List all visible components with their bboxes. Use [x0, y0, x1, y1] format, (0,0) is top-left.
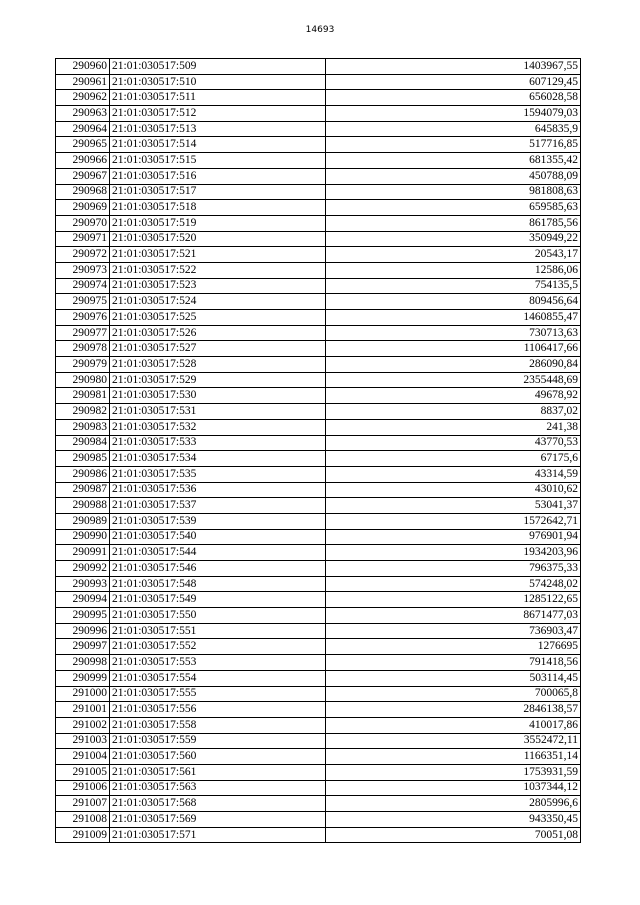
cadastral-number-cell: 21:01:030517:559: [110, 733, 326, 749]
row-number-cell: 290974: [56, 278, 110, 294]
table-row: [56, 576, 581, 592]
value-cell: 574248,02: [326, 576, 581, 592]
cadastral-number-cell: 21:01:030517:526: [110, 325, 326, 341]
row-number-cell: 290972: [56, 247, 110, 263]
table-row: [56, 686, 581, 702]
value-cell: 43314,59: [326, 466, 581, 482]
value-cell: 700065,8: [326, 686, 581, 702]
value-cell: 736903,47: [326, 623, 581, 639]
value-cell: 1166351,14: [326, 749, 581, 765]
cadastral-number-cell: 21:01:030517:510: [110, 74, 326, 90]
table-row: [56, 717, 581, 733]
value-cell: 350949,22: [326, 231, 581, 247]
value-cell: 12586,06: [326, 262, 581, 278]
row-number-cell: 290981: [56, 388, 110, 404]
row-number-cell: 291005: [56, 764, 110, 780]
value-cell: 1276695: [326, 639, 581, 655]
row-number-cell: 290990: [56, 529, 110, 545]
table-row: [56, 200, 581, 216]
row-number-cell: 290992: [56, 561, 110, 577]
table-row: [56, 608, 581, 624]
table-row: [56, 702, 581, 718]
value-cell: 2846138,57: [326, 702, 581, 718]
value-cell: 1037344,12: [326, 780, 581, 796]
value-cell: 1594079,03: [326, 106, 581, 122]
value-cell: 70051,08: [326, 827, 581, 843]
value-cell: 607129,45: [326, 74, 581, 90]
table-row: [56, 90, 581, 106]
row-number-cell: 290960: [56, 59, 110, 75]
row-number-cell: 290965: [56, 137, 110, 153]
table-row: [56, 655, 581, 671]
row-number-cell: 290994: [56, 592, 110, 608]
value-cell: 791418,56: [326, 655, 581, 671]
table-row: [56, 482, 581, 498]
value-cell: 809456,64: [326, 294, 581, 310]
row-number-cell: 290969: [56, 200, 110, 216]
cadastral-number-cell: 21:01:030517:539: [110, 513, 326, 529]
cadastral-number-cell: 21:01:030517:518: [110, 200, 326, 216]
row-number-cell: 290999: [56, 670, 110, 686]
cadastral-number-cell: 21:01:030517:544: [110, 545, 326, 561]
row-number-cell: 291001: [56, 702, 110, 718]
value-cell: 3552472,11: [326, 733, 581, 749]
cadastral-number-cell: 21:01:030517:548: [110, 576, 326, 592]
cadastral-number-cell: 21:01:030517:571: [110, 827, 326, 843]
value-cell: 976901,94: [326, 529, 581, 545]
row-number-cell: 290997: [56, 639, 110, 655]
value-cell: 241,38: [326, 419, 581, 435]
cadastral-number-cell: 21:01:030517:555: [110, 686, 326, 702]
cadastral-number-cell: 21:01:030517:536: [110, 482, 326, 498]
value-cell: 754135,5: [326, 278, 581, 294]
cadastral-number-cell: 21:01:030517:551: [110, 623, 326, 639]
table-row: [56, 404, 581, 420]
cadastral-number-cell: 21:01:030517:522: [110, 262, 326, 278]
value-cell: 1403967,55: [326, 59, 581, 75]
row-number-cell: 290978: [56, 341, 110, 357]
table-row: [56, 749, 581, 765]
cadastral-number-cell: 21:01:030517:530: [110, 388, 326, 404]
cadastral-number-cell: 21:01:030517:517: [110, 184, 326, 200]
row-number-cell: 291007: [56, 796, 110, 812]
table-row: [56, 388, 581, 404]
row-number-cell: 290979: [56, 357, 110, 373]
table-row: [56, 764, 581, 780]
cadastral-number-cell: 21:01:030517:556: [110, 702, 326, 718]
cadastral-number-cell: 21:01:030517:546: [110, 561, 326, 577]
row-number-cell: 290961: [56, 74, 110, 90]
table-row: [56, 215, 581, 231]
value-cell: 8837,02: [326, 404, 581, 420]
table-row: [56, 325, 581, 341]
table-row: [56, 545, 581, 561]
table-row: [56, 137, 581, 153]
row-number-cell: 291000: [56, 686, 110, 702]
value-cell: 503114,45: [326, 670, 581, 686]
table-row: [56, 278, 581, 294]
cadastral-number-cell: 21:01:030517:568: [110, 796, 326, 812]
value-cell: 517716,85: [326, 137, 581, 153]
row-number-cell: 291004: [56, 749, 110, 765]
value-cell: 410017,86: [326, 717, 581, 733]
cadastral-number-cell: 21:01:030517:515: [110, 153, 326, 169]
table-row: [56, 623, 581, 639]
table-row: [56, 435, 581, 451]
value-cell: 796375,33: [326, 561, 581, 577]
cadastral-number-cell: 21:01:030517:512: [110, 106, 326, 122]
row-number-cell: 290983: [56, 419, 110, 435]
table-row: [56, 341, 581, 357]
table-row: [56, 106, 581, 122]
value-cell: 981808,63: [326, 184, 581, 200]
cadastral-number-cell: 21:01:030517:561: [110, 764, 326, 780]
row-number-cell: 291003: [56, 733, 110, 749]
table-body: [56, 59, 581, 843]
cadastral-number-cell: 21:01:030517:519: [110, 215, 326, 231]
value-cell: 53041,37: [326, 498, 581, 514]
table-row: [56, 231, 581, 247]
table-row: [56, 796, 581, 812]
value-cell: 645835,9: [326, 121, 581, 137]
row-number-cell: 290996: [56, 623, 110, 639]
value-cell: 20543,17: [326, 247, 581, 263]
cadastral-number-cell: 21:01:030517:521: [110, 247, 326, 263]
cadastral-number-cell: 21:01:030517:527: [110, 341, 326, 357]
row-number-cell: 290966: [56, 153, 110, 169]
value-cell: 450788,09: [326, 168, 581, 184]
row-number-cell: 290982: [56, 404, 110, 420]
value-cell: 656028,58: [326, 90, 581, 106]
table-row: [56, 827, 581, 843]
cadastral-number-cell: 21:01:030517:537: [110, 498, 326, 514]
row-number-cell: 290986: [56, 466, 110, 482]
cadastral-number-cell: 21:01:030517:560: [110, 749, 326, 765]
table-row: [56, 513, 581, 529]
row-number-cell: 290962: [56, 90, 110, 106]
table-row: [56, 74, 581, 90]
table-row: [56, 168, 581, 184]
value-cell: 943350,45: [326, 812, 581, 828]
table-row: [56, 592, 581, 608]
value-cell: 67175,6: [326, 451, 581, 467]
cadastral-number-cell: 21:01:030517:563: [110, 780, 326, 796]
row-number-cell: 290970: [56, 215, 110, 231]
cadastral-number-cell: 21:01:030517:516: [110, 168, 326, 184]
table-row: [56, 812, 581, 828]
cadastral-number-cell: 21:01:030517:558: [110, 717, 326, 733]
row-number-cell: 290988: [56, 498, 110, 514]
row-number-cell: 290989: [56, 513, 110, 529]
value-cell: 8671477,03: [326, 608, 581, 624]
table-row: [56, 184, 581, 200]
table-row: [56, 357, 581, 373]
table-row: [56, 561, 581, 577]
data-table: [55, 58, 581, 843]
cadastral-number-cell: 21:01:030517:511: [110, 90, 326, 106]
value-cell: 1106417,66: [326, 341, 581, 357]
cadastral-number-cell: 21:01:030517:553: [110, 655, 326, 671]
table-row: [56, 247, 581, 263]
table-row: [56, 121, 581, 137]
value-cell: 681355,42: [326, 153, 581, 169]
table-row: [56, 419, 581, 435]
table-row: [56, 498, 581, 514]
value-cell: 1460855,47: [326, 310, 581, 326]
value-cell: 2355448,69: [326, 372, 581, 388]
row-number-cell: 290987: [56, 482, 110, 498]
value-cell: 659585,63: [326, 200, 581, 216]
row-number-cell: 290980: [56, 372, 110, 388]
page-number: 14693: [305, 25, 335, 35]
cadastral-number-cell: 21:01:030517:520: [110, 231, 326, 247]
row-number-cell: 291006: [56, 780, 110, 796]
cadastral-number-cell: 21:01:030517:540: [110, 529, 326, 545]
row-number-cell: 290973: [56, 262, 110, 278]
table-row: [56, 372, 581, 388]
table-row: [56, 153, 581, 169]
table-row: [56, 310, 581, 326]
row-number-cell: 290968: [56, 184, 110, 200]
value-cell: 49678,92: [326, 388, 581, 404]
table-row: [56, 529, 581, 545]
row-number-cell: 290993: [56, 576, 110, 592]
row-number-cell: 290964: [56, 121, 110, 137]
row-number-cell: 290985: [56, 451, 110, 467]
value-cell: 1285122,65: [326, 592, 581, 608]
cadastral-number-cell: 21:01:030517:550: [110, 608, 326, 624]
value-cell: 730713,63: [326, 325, 581, 341]
cadastral-number-cell: 21:01:030517:554: [110, 670, 326, 686]
row-number-cell: 290971: [56, 231, 110, 247]
cadastral-number-cell: 21:01:030517:514: [110, 137, 326, 153]
cadastral-number-cell: 21:01:030517:525: [110, 310, 326, 326]
table-row: [56, 670, 581, 686]
cadastral-number-cell: 21:01:030517:569: [110, 812, 326, 828]
value-cell: 861785,56: [326, 215, 581, 231]
table-row: [56, 733, 581, 749]
value-cell: 1572642,71: [326, 513, 581, 529]
table-row: [56, 451, 581, 467]
cadastral-number-cell: 21:01:030517:529: [110, 372, 326, 388]
row-number-cell: 290975: [56, 294, 110, 310]
table-row: [56, 59, 581, 75]
table-row: [56, 780, 581, 796]
value-cell: 286090,84: [326, 357, 581, 373]
cadastral-number-cell: 21:01:030517:549: [110, 592, 326, 608]
row-number-cell: 291002: [56, 717, 110, 733]
table-row: [56, 466, 581, 482]
row-number-cell: 291009: [56, 827, 110, 843]
row-number-cell: 290998: [56, 655, 110, 671]
table-row: [56, 262, 581, 278]
value-cell: 1753931,59: [326, 764, 581, 780]
cadastral-number-cell: 21:01:030517:528: [110, 357, 326, 373]
value-cell: 1934203,96: [326, 545, 581, 561]
cadastral-number-cell: 21:01:030517:513: [110, 121, 326, 137]
cadastral-number-cell: 21:01:030517:535: [110, 466, 326, 482]
cadastral-number-cell: 21:01:030517:509: [110, 59, 326, 75]
cadastral-number-cell: 21:01:030517:531: [110, 404, 326, 420]
cadastral-number-cell: 21:01:030517:533: [110, 435, 326, 451]
row-number-cell: 290976: [56, 310, 110, 326]
row-number-cell: 291008: [56, 812, 110, 828]
row-number-cell: 290967: [56, 168, 110, 184]
row-number-cell: 290995: [56, 608, 110, 624]
value-cell: 2805996,6: [326, 796, 581, 812]
value-cell: 43010,62: [326, 482, 581, 498]
row-number-cell: 290977: [56, 325, 110, 341]
cadastral-number-cell: 21:01:030517:524: [110, 294, 326, 310]
cadastral-number-cell: 21:01:030517:523: [110, 278, 326, 294]
cadastral-number-cell: 21:01:030517:552: [110, 639, 326, 655]
cadastral-number-cell: 21:01:030517:532: [110, 419, 326, 435]
row-number-cell: 290984: [56, 435, 110, 451]
value-cell: 43770,53: [326, 435, 581, 451]
row-number-cell: 290963: [56, 106, 110, 122]
table-row: [56, 639, 581, 655]
table-row: [56, 294, 581, 310]
row-number-cell: 290991: [56, 545, 110, 561]
cadastral-number-cell: 21:01:030517:534: [110, 451, 326, 467]
